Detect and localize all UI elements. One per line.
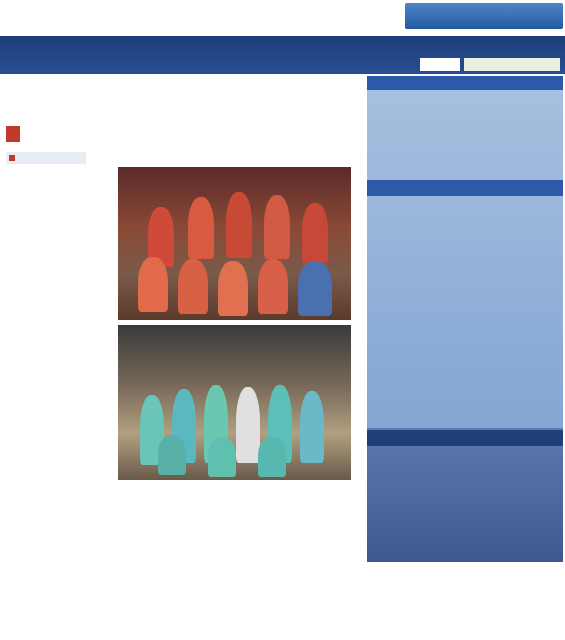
top-bar [0,0,565,30]
league-banner [0,36,565,74]
team-photo-tien21 [118,167,351,320]
article-column-1 [6,170,113,498]
sponsor-sabor [464,58,560,71]
sponsor-capio [420,58,460,71]
team-photo-alberche [118,325,351,480]
byline [6,152,86,164]
results-title [367,76,563,90]
subhead-marker-icon [6,126,20,142]
section-banner [405,3,563,29]
photo-caption [118,482,351,496]
article-bottom [6,496,563,640]
standings-title [367,180,563,196]
next-round-title [367,430,563,446]
sponsor-strip [4,56,474,72]
